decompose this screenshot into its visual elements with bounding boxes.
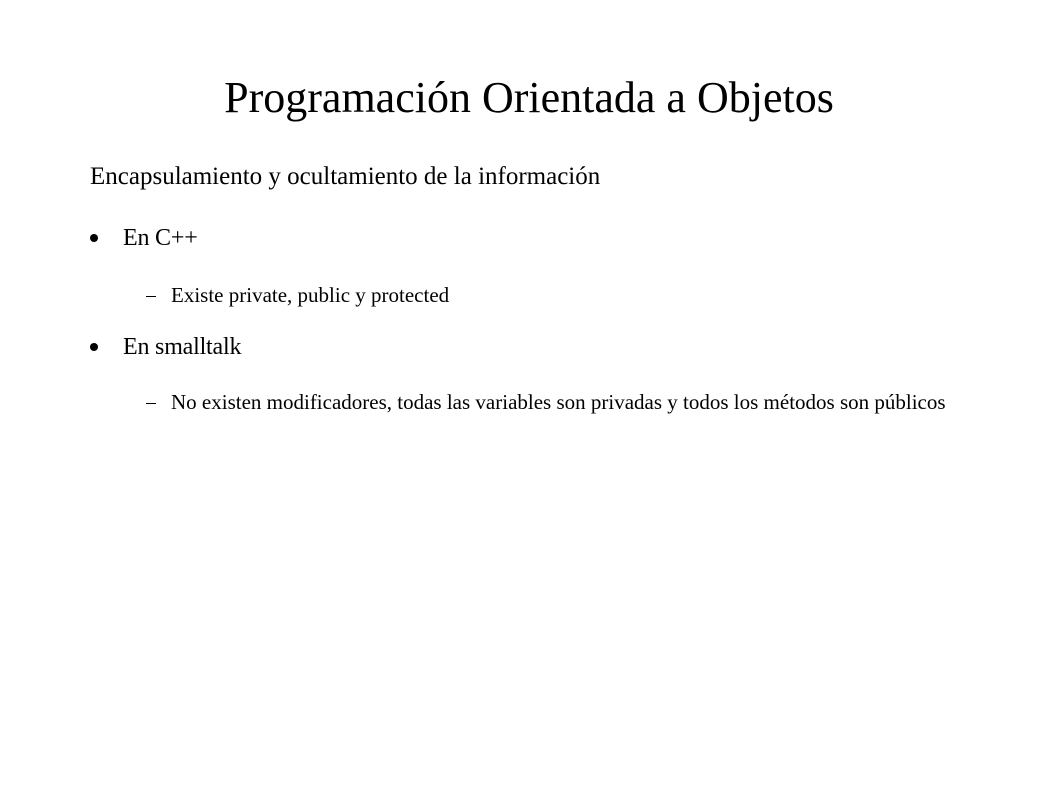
sub-bullet-item	[146, 387, 966, 417]
sub-bullet-item	[146, 280, 966, 310]
bullet-dot-icon	[90, 234, 98, 242]
bullet-dot-icon	[90, 343, 98, 351]
dash-icon	[146, 296, 156, 297]
slide-title: Programación Orientada a Objetos	[224, 73, 834, 122]
bullet-item-smalltalk	[90, 331, 241, 363]
bullet-label: En C++	[123, 225, 198, 251]
sub-bullet-text: Existe private, public y protected	[171, 283, 450, 307]
dash-icon	[146, 403, 156, 404]
sub-bullet-text: No existen modificadores, todas las variables son privadas y todos los métodos son públicos	[171, 390, 946, 414]
bullet-label: En smalltalk	[123, 334, 242, 360]
slide-subtitle: Encapsulamiento y ocultamiento de la información	[90, 163, 601, 190]
bullet-item-cpp	[90, 222, 198, 254]
